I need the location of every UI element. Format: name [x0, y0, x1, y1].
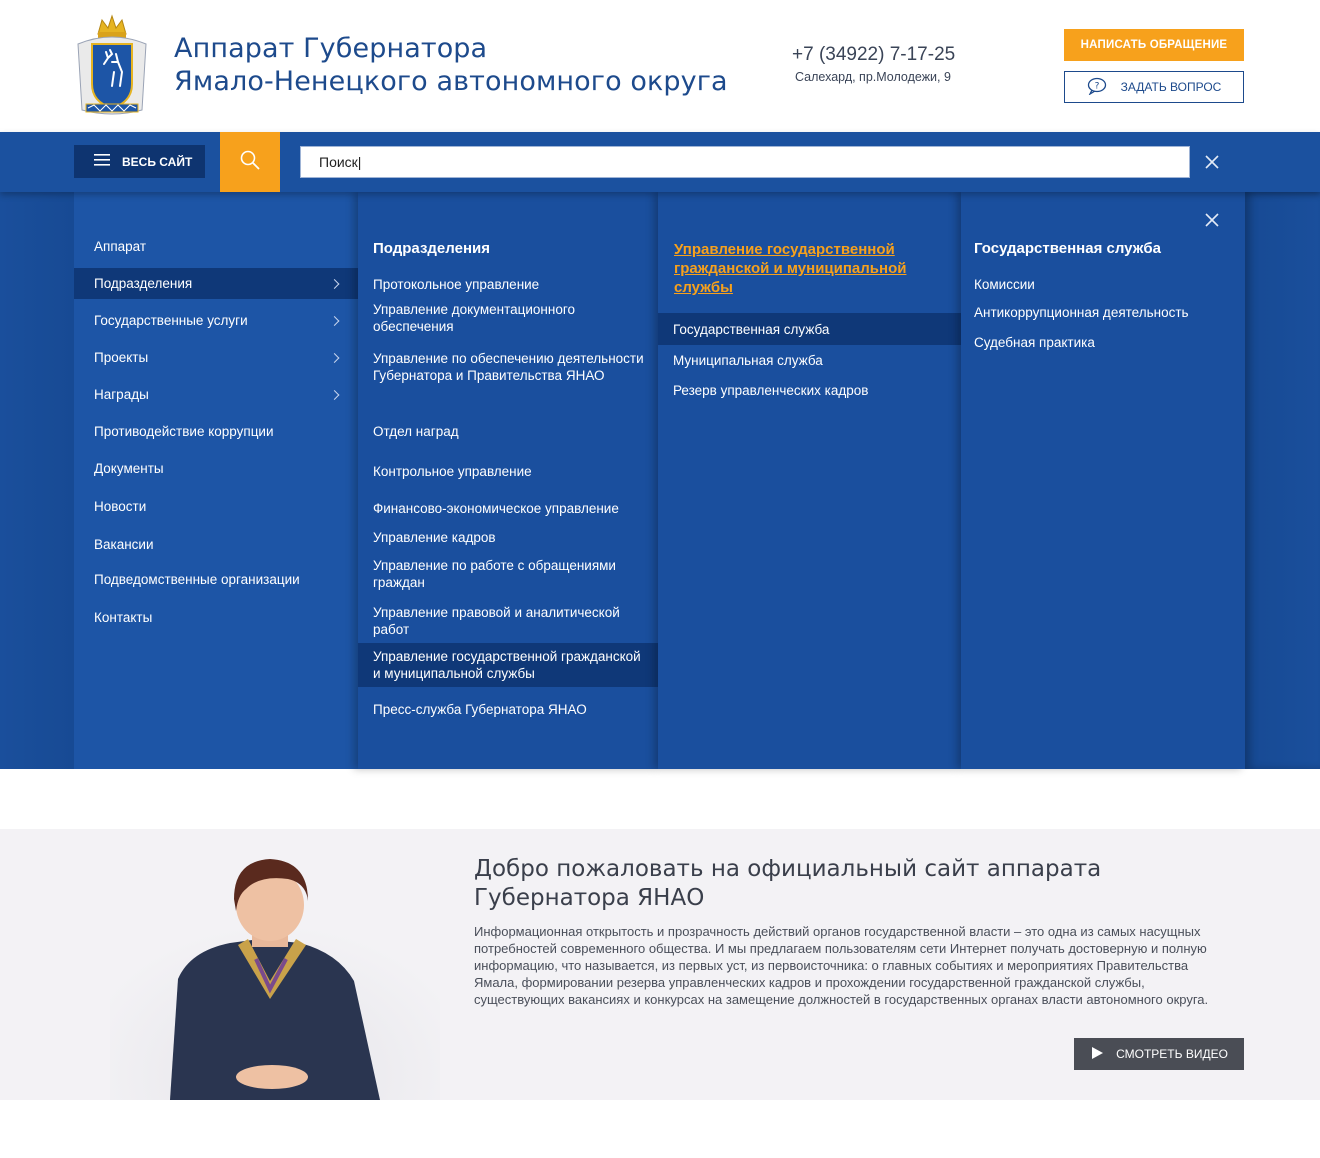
coat-of-arms-logo[interactable]: [72, 14, 152, 118]
ask-question-button[interactable]: [1064, 71, 1244, 103]
menu-item-label: Награды: [94, 387, 149, 402]
menu-item-anticorruption[interactable]: Противодействие коррупции: [94, 424, 274, 439]
division-item[interactable]: Пресс-служба Губернатора ЯНАО: [373, 702, 587, 717]
search-icon: [239, 149, 261, 176]
menu-item-apparat[interactable]: Аппарат: [94, 239, 147, 254]
all-site-menu-button[interactable]: [74, 145, 205, 178]
division-item[interactable]: Контрольное управление: [373, 464, 532, 479]
division-item[interactable]: Управление по обеспечению деятельности Губернатора и Правительства ЯНАО: [373, 351, 644, 383]
division-item[interactable]: Управление правовой и аналитической работ: [373, 605, 620, 637]
department-item[interactable]: Резерв управленческих кадров: [673, 382, 869, 398]
menu-item-subordinate-orgs[interactable]: Подведомственные организации: [94, 572, 300, 587]
menu-item-label: Государственные услуги: [94, 313, 248, 328]
state-service-column: [961, 192, 1245, 769]
division-item[interactable]: Управление по работе с обращениями граждан: [373, 558, 616, 590]
menu-item-vacancies[interactable]: Вакансии: [94, 537, 154, 552]
service-item[interactable]: Антикоррупционная деятельность: [974, 305, 1189, 320]
division-item[interactable]: Протокольное управление: [373, 277, 540, 292]
search-toolbar: [0, 132, 1320, 192]
menu-item-news[interactable]: Новости: [94, 499, 147, 514]
watch-video-label: СМОТРЕТЬ ВИДЕО: [1116, 1047, 1228, 1061]
title-line-1: Аппарат Губернатора: [174, 33, 488, 64]
chevron-right-icon: [330, 316, 340, 326]
division-item[interactable]: Управление кадров: [373, 530, 496, 545]
service-item[interactable]: Комиссии: [974, 277, 1035, 292]
contact-address: Салехард, пр.Молодежи, 9: [795, 70, 951, 84]
state-service-heading: Государственная служба: [974, 240, 1161, 257]
division-item-active[interactable]: Управление государственной гражданской и муниципальной службы: [358, 643, 658, 687]
navigation-band: [0, 132, 1320, 769]
menu-item-divisions[interactable]: [74, 268, 358, 299]
menu-item-label: Проекты: [94, 350, 149, 365]
menu-item-documents[interactable]: Документы: [94, 461, 164, 476]
main-menu-column: [74, 192, 358, 769]
department-heading-link[interactable]: Управление государственной гражданской и муниципальной службы: [674, 241, 907, 296]
menu-close-icon[interactable]: [1204, 212, 1220, 228]
search-button[interactable]: [220, 132, 280, 192]
service-item[interactable]: Судебная практика: [974, 335, 1095, 350]
hamburger-icon: [94, 154, 110, 169]
organization-title: [174, 32, 728, 98]
watch-video-button[interactable]: [1074, 1038, 1244, 1070]
band-side-right: [1245, 192, 1320, 769]
divisions-heading: Подразделения: [373, 240, 490, 257]
site-header: [0, 0, 1320, 132]
menu-item-label: Подразделения: [94, 276, 193, 291]
all-site-label: ВЕСЬ САЙТ: [122, 154, 193, 169]
band-side-left: [0, 192, 74, 769]
chevron-right-icon: [330, 279, 340, 289]
chevron-right-icon: [330, 353, 340, 363]
menu-item-public-services[interactable]: [74, 305, 358, 336]
department-item-active[interactable]: Государственная служба: [658, 313, 961, 345]
division-item[interactable]: Финансово-экономическое управление: [373, 501, 619, 516]
division-item[interactable]: Отдел наград: [373, 424, 459, 439]
division-item[interactable]: Управление документационного обеспечения: [373, 302, 575, 334]
welcome-title: Добро пожаловать на официальный сайт аппарата Губернатора ЯНАО: [474, 856, 1102, 911]
chevron-right-icon: [330, 390, 340, 400]
svg-text:?: ?: [1094, 81, 1100, 91]
write-appeal-button[interactable]: НАПИСАТЬ ОБРАЩЕНИЕ: [1064, 29, 1244, 61]
search-input[interactable]: [300, 146, 1190, 178]
menu-item-projects[interactable]: [74, 342, 358, 373]
play-icon: [1090, 1046, 1104, 1063]
department-column: [658, 192, 961, 769]
contact-phone[interactable]: +7 (34922) 7-17-25: [792, 44, 956, 65]
welcome-text: Информационная открытость и прозрачность действий органов государственной власти – это одна из самых насущных потребностей современного общества. И мы предлагаем пользователям сети Интернет получать достоверную и полную информацию, что называется, из первых уст, из первоисточника: о главных событиях и мероприятиях Правительства Ямала, формировании резерва управленческих кадров и прохождении государственной гражданской службы, существующих вакансиях и конкурсах на замещение должностей в государственных органах власти автономного округа.: [474, 924, 1209, 1007]
divisions-column: [358, 192, 658, 769]
department-item[interactable]: Муниципальная служба: [673, 352, 823, 368]
title-line-2: Ямало-Ненецкого автономного округа: [174, 66, 728, 97]
menu-item-awards[interactable]: [74, 379, 358, 410]
ask-question-label: ЗАДАТЬ ВОПРОС: [1120, 80, 1222, 94]
governor-portrait: [110, 849, 440, 1100]
search-close-icon[interactable]: [1202, 152, 1222, 172]
menu-item-contacts[interactable]: Контакты: [94, 610, 153, 625]
welcome-section: [0, 829, 1320, 1100]
question-bubble-icon: [1087, 77, 1107, 98]
